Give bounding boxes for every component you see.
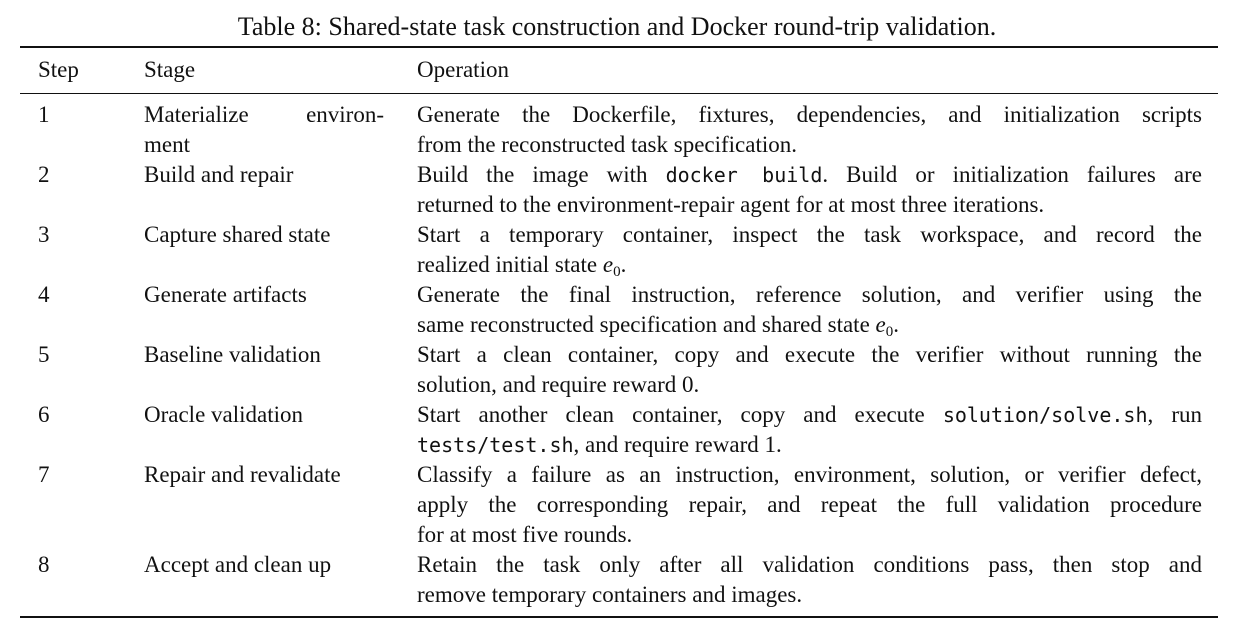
operation-text: returned to the environment-repair agent for at most three iterations. <box>417 192 1045 217</box>
table-row <box>20 400 1218 460</box>
operation-line <box>417 520 1202 550</box>
stage-line: Repair and revalidate <box>144 462 341 487</box>
step-number: 2 <box>38 162 50 187</box>
stage-cell <box>144 100 384 160</box>
table-row <box>20 460 1218 550</box>
operation-text: Classify a failure as an instruction, environment, solution, or verifier defect, <box>417 462 1202 487</box>
operation-line <box>417 490 1202 520</box>
table-row <box>20 550 1218 610</box>
stage-cell <box>144 280 384 310</box>
math-symbol: e <box>875 312 886 337</box>
operation-text: Generate the Dockerfile, fixtures, dependencies, and initialization scripts <box>417 102 1202 127</box>
operation-text: . <box>620 252 627 277</box>
table-header-row <box>20 54 1218 90</box>
operation-line <box>417 430 1202 460</box>
operation-line <box>417 580 1202 610</box>
table-row <box>20 340 1218 400</box>
code-text: solution/solve.sh <box>942 403 1148 427</box>
stage-line: ment <box>144 132 190 157</box>
operation-line <box>417 550 1202 580</box>
operation-text: Start a temporary container, inspect the task workspace, and record the <box>417 222 1202 247</box>
stage-line: Accept and clean up <box>144 552 332 577</box>
stage-line: Baseline validation <box>144 342 321 367</box>
table-row <box>20 280 1218 340</box>
stage-line: Build and repair <box>144 162 294 187</box>
table-caption: Table 8: Shared-state task construction and Docker round-trip validation. <box>237 12 997 41</box>
operation-cell <box>417 160 1202 220</box>
step-number: 1 <box>38 102 50 127</box>
stage-cell <box>144 160 384 190</box>
header-stage: Stage <box>144 57 196 82</box>
table-row <box>20 220 1218 280</box>
operation-text: Start another clean container, copy and execute <box>417 402 943 427</box>
header-step: Step <box>38 57 79 82</box>
operation-text: , run <box>1147 402 1202 427</box>
stage-cell <box>144 220 384 250</box>
step-number: 3 <box>38 222 50 247</box>
stage-cell <box>144 400 384 430</box>
operation-cell <box>417 220 1202 287</box>
operation-text: . Build or initialization failures are <box>822 162 1202 187</box>
step-number: 6 <box>38 402 50 427</box>
math-symbol: 0 <box>885 324 894 340</box>
stage-line: Materialize environ- <box>144 102 384 127</box>
operation-line <box>417 190 1202 220</box>
operation-text: remove temporary containers and images. <box>417 582 803 607</box>
operation-line <box>417 400 1202 430</box>
table-bottom-rule <box>20 616 1218 618</box>
operation-text: same reconstructed specification and shared state <box>417 312 876 337</box>
step-number: 4 <box>38 282 50 307</box>
operation-text: Retain the task only after all validation conditions pass, then stop and <box>417 552 1202 577</box>
operation-line <box>417 460 1202 490</box>
operation-line <box>417 370 1202 400</box>
table-top-rule <box>20 46 1218 48</box>
operation-cell <box>417 400 1202 460</box>
code-text: tests/test.sh <box>417 433 574 457</box>
step-number: 7 <box>38 462 50 487</box>
table-row <box>20 160 1218 220</box>
math-symbol: e <box>602 252 614 277</box>
operation-text: Generate the final instruction, reference solution, and verifier using the <box>417 282 1202 307</box>
stage-line: Generate artifacts <box>144 282 307 307</box>
operation-text: . <box>893 312 899 337</box>
stage-cell <box>144 550 384 580</box>
stage-cell <box>144 340 384 370</box>
operation-line <box>417 100 1202 130</box>
stage-line: Capture shared state <box>144 222 331 247</box>
operation-cell <box>417 100 1202 160</box>
math-symbol: 0 <box>613 264 621 280</box>
operation-line <box>417 280 1202 310</box>
code-text: docker build <box>665 163 823 187</box>
stage-line: Oracle validation <box>144 402 304 427</box>
operation-text: realized initial state <box>417 252 603 277</box>
operation-text: Start a clean container, copy and execute the verifier without running the <box>417 342 1202 367</box>
step-number: 8 <box>38 552 50 577</box>
operation-text: for at most five rounds. <box>417 522 633 547</box>
stage-cell <box>144 460 384 490</box>
table-header-rule <box>20 93 1218 94</box>
operation-line <box>417 130 1202 160</box>
operation-cell <box>417 550 1202 610</box>
operation-cell <box>417 280 1202 347</box>
table-row <box>20 100 1218 160</box>
operation-cell <box>417 340 1202 400</box>
operation-cell <box>417 460 1202 550</box>
operation-text: Build the image with <box>417 162 666 187</box>
header-operation: Operation <box>417 57 509 82</box>
operation-line <box>417 160 1202 190</box>
operation-line <box>417 340 1202 370</box>
operation-text: solution, and require reward 0. <box>417 372 700 397</box>
operation-text: from the reconstructed task specification. <box>417 132 797 157</box>
step-number: 5 <box>38 342 50 367</box>
operation-line <box>417 220 1202 250</box>
operation-text: , and require reward 1. <box>573 432 782 457</box>
operation-text: apply the corresponding repair, and repeat the full validation procedure <box>417 492 1202 517</box>
